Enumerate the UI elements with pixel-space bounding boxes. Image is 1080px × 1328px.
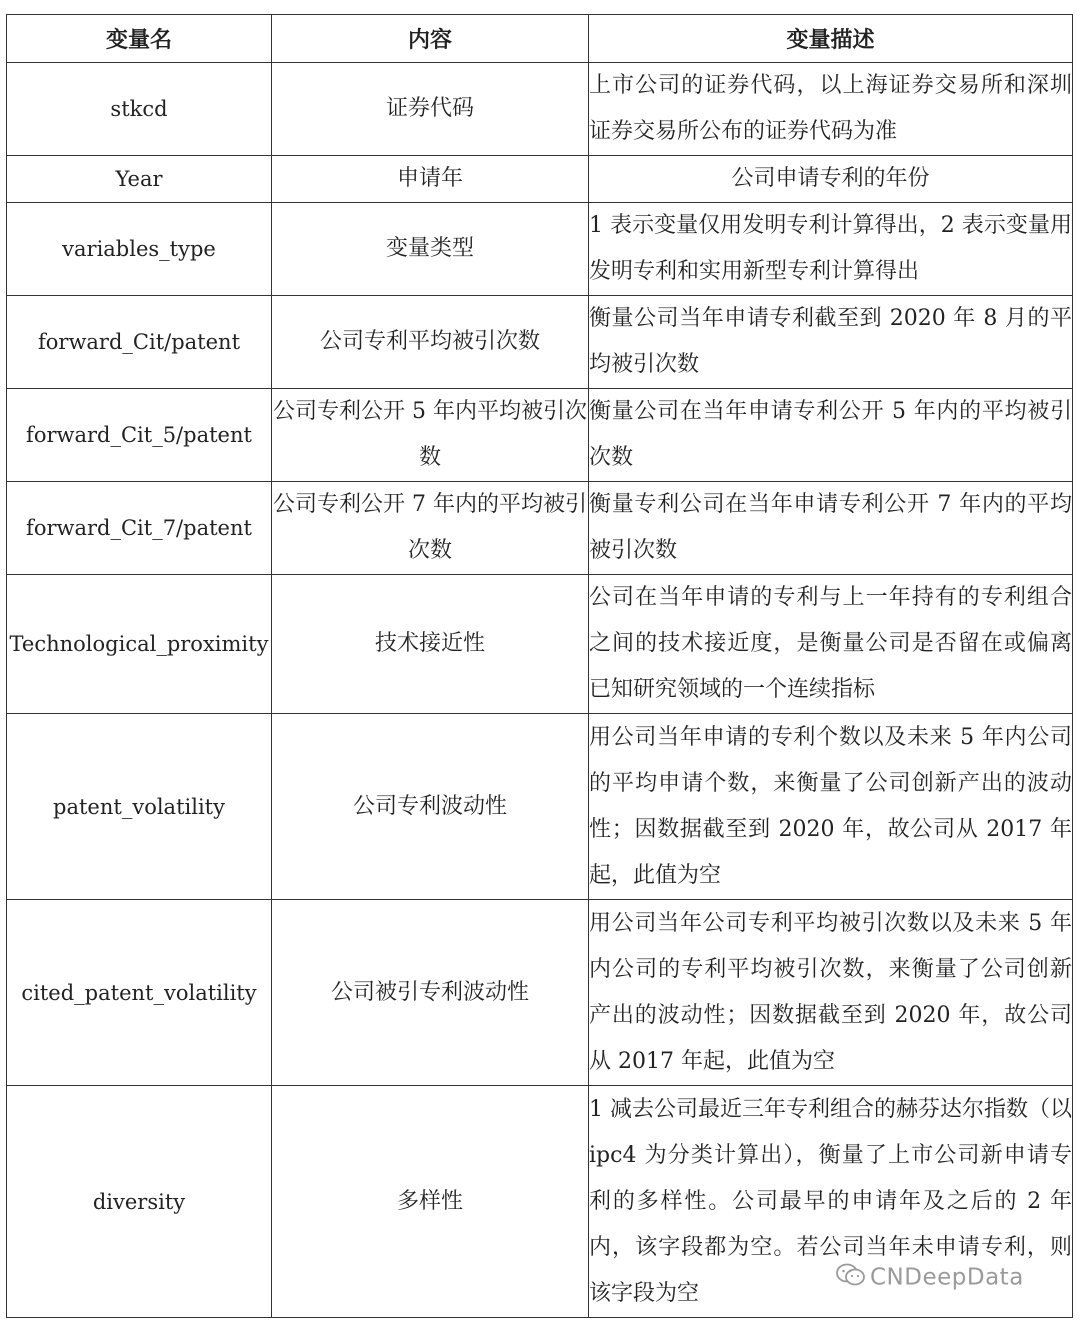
- variable-name-cell: Technological_proximity: [7, 575, 272, 714]
- table-row: [7, 389, 1073, 482]
- table-row: [7, 63, 1073, 156]
- content-cell: 多样性: [272, 1086, 589, 1318]
- description-cell: 公司在当年申请的专利与上一年持有的专利组合之间的技术接近度，是衡量公司是否留在或偏离已知研究领域的一个连续指标: [589, 575, 1073, 714]
- content-cell: 公司被引专利波动性: [272, 900, 589, 1086]
- header-content: 内容: [272, 15, 589, 63]
- content-cell: 公司专利平均被引次数: [272, 296, 589, 389]
- description-cell: 衡量专利公司在当年申请专利公开 7 年内的平均被引次数: [589, 482, 1073, 575]
- content-cell: 变量类型: [272, 203, 589, 296]
- header-variable-name: 变量名: [7, 15, 272, 63]
- header-row: [7, 15, 1073, 63]
- description-cell: 衡量公司在当年申请专利公开 5 年内的平均被引次数: [589, 389, 1073, 482]
- content-cell: 技术接近性: [272, 575, 589, 714]
- content-cell: 公司专利公开 7 年内的平均被引次数: [272, 482, 589, 575]
- table-row: [7, 203, 1073, 296]
- table-row: [7, 575, 1073, 714]
- header-description: 变量描述: [589, 15, 1073, 63]
- watermark-text: CNDeepData: [870, 1264, 1024, 1291]
- variable-name-cell: diversity: [7, 1086, 272, 1318]
- variable-name-cell: variables_type: [7, 203, 272, 296]
- variable-name-cell: stkcd: [7, 63, 272, 156]
- content-cell: 证券代码: [272, 63, 589, 156]
- variable-name-cell: forward_Cit_5/patent: [7, 389, 272, 482]
- variable-name-cell: cited_patent_volatility: [7, 900, 272, 1086]
- watermark: [836, 1262, 1024, 1294]
- variable-name-cell: forward_Cit/patent: [7, 296, 272, 389]
- description-cell: 衡量公司当年申请专利截至到 2020 年 8 月的平均被引次数: [589, 296, 1073, 389]
- table-row: [7, 900, 1073, 1086]
- variable-table: [6, 14, 1073, 1318]
- table-row: [7, 714, 1073, 900]
- variable-name-cell: Year: [7, 156, 272, 203]
- table-row: [7, 296, 1073, 389]
- wechat-icon: [836, 1262, 866, 1294]
- table-row: [7, 482, 1073, 575]
- description-cell: 公司申请专利的年份: [589, 156, 1073, 203]
- description-cell: 用公司当年申请的专利个数以及未来 5 年内公司的平均申请个数，来衡量了公司创新产出的波动性；因数据截至到 2020 年，故公司从 2017 年起，此值为空: [589, 714, 1073, 900]
- table-row: [7, 156, 1073, 203]
- content-cell: 申请年: [272, 156, 589, 203]
- content-cell: 公司专利波动性: [272, 714, 589, 900]
- variable-name-cell: forward_Cit_7/patent: [7, 482, 272, 575]
- content-cell: 公司专利公开 5 年内平均被引次数: [272, 389, 589, 482]
- description-cell: 用公司当年公司专利平均被引次数以及未来 5 年内公司的专利平均被引次数，来衡量了公司创新产出的波动性；因数据截至到 2020 年，故公司从 2017 年起，此值为空: [589, 900, 1073, 1086]
- description-cell: 1 减去公司最近三年专利组合的赫芬达尔指数（以 ipc4 为分类计算出），衡量了上市公司新申请专利的多样性。公司最早的申请年及之后的 2 年内，该字段都为空。若公司当年未申请专利，则该字段为空: [589, 1086, 1073, 1318]
- variable-name-cell: patent_volatility: [7, 714, 272, 900]
- description-cell: 1 表示变量仅用发明专利计算得出，2 表示变量用发明专利和实用新型专利计算得出: [589, 203, 1073, 296]
- description-cell: 上市公司的证券代码，以上海证券交易所和深圳证券交易所公布的证券代码为准: [589, 63, 1073, 156]
